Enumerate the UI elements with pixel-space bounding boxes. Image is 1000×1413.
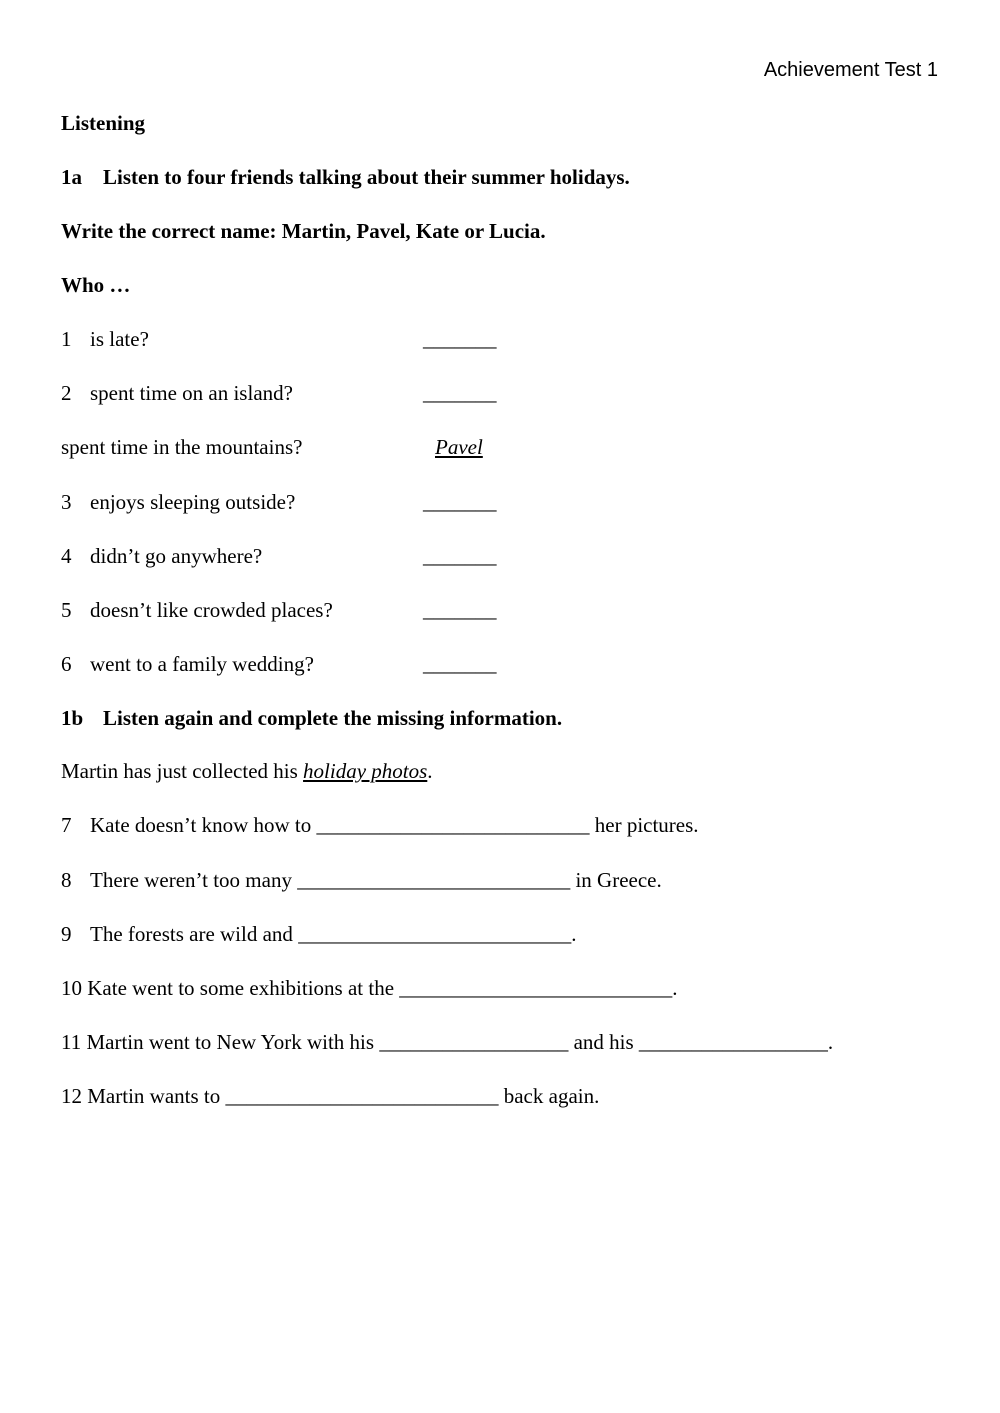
question-text: went to a family wedding?	[90, 652, 314, 676]
sentence-after: back again.	[498, 1084, 600, 1108]
question-number: 3	[61, 490, 72, 514]
sentence-9	[61, 921, 576, 947]
answer-blank[interactable]: __________________________	[225, 1084, 499, 1108]
instruction-1a-2: Write the correct name: Martin, Pavel, Kate or Lucia.	[61, 219, 546, 243]
example-before: Martin has just collected his	[61, 759, 304, 783]
question-text: doesn’t like crowded places?	[90, 598, 333, 622]
sentence-number: 8	[61, 868, 72, 892]
question-number: 1	[61, 327, 72, 351]
sentence-after: .	[672, 976, 678, 1000]
sentence-7	[61, 812, 699, 838]
answer-blank[interactable]: __________________________	[316, 813, 590, 837]
instruction-1a-text: Listen to four friends talking about their summer holidays.	[103, 165, 630, 189]
instruction-1a-number: 1a	[61, 165, 82, 189]
sentence-after: in Greece.	[570, 868, 662, 892]
answer-blank[interactable]: __________________________	[399, 976, 673, 1000]
answer-blank[interactable]: __________________	[379, 1030, 569, 1054]
question-number: 2	[61, 381, 72, 405]
answer-blank[interactable]: __________________________	[298, 922, 572, 946]
answer-blank-1[interactable]: _______	[423, 327, 497, 351]
question-3	[61, 489, 295, 515]
question-4	[61, 543, 262, 569]
sentence-after: .	[571, 922, 577, 946]
sentence-after: .	[827, 1030, 834, 1054]
section-title: Listening	[61, 111, 146, 135]
who-label: Who …	[61, 273, 131, 297]
sentence-before: Martin went to New York with his	[86, 1030, 380, 1054]
question-5	[61, 597, 333, 623]
example-after: .	[427, 759, 433, 783]
question-2	[61, 380, 293, 406]
instruction-1b-number: 1b	[61, 706, 84, 730]
sentence-number: 12	[61, 1084, 82, 1108]
example-question: spent time in the mountains?	[61, 435, 303, 459]
example-answer: Pavel	[435, 435, 483, 459]
sentence-middle: and his	[568, 1030, 639, 1054]
instruction-1b	[61, 705, 562, 731]
answer-blank-2[interactable]: _______	[423, 381, 497, 405]
sentence-before: The forests are wild and	[90, 922, 299, 946]
question-text: didn’t go anywhere?	[90, 544, 263, 568]
sentence-number: 10	[61, 976, 82, 1000]
question-text: is late?	[90, 327, 149, 351]
test-title: Achievement Test 1	[763, 59, 938, 81]
answer-blank-3[interactable]: _______	[423, 490, 497, 514]
sentence-number: 11	[61, 1030, 82, 1054]
sentence-11	[61, 1029, 833, 1055]
answer-blank-5[interactable]: _______	[423, 598, 497, 622]
answer-blank-6[interactable]: _______	[423, 652, 497, 676]
sentence-8	[61, 867, 662, 893]
sentence-after: her pictures.	[589, 813, 699, 837]
instruction-1b-text: Listen again and complete the missing information.	[103, 706, 563, 730]
sentence-number: 7	[61, 813, 72, 837]
sentence-before: Martin wants to	[87, 1084, 226, 1108]
question-text: spent time on an island?	[90, 381, 293, 405]
answer-blank-2[interactable]: __________________	[638, 1030, 828, 1054]
sentence-before: Kate went to some exhibitions at the	[87, 976, 400, 1000]
question-number: 5	[61, 598, 72, 622]
instruction-1a	[61, 164, 630, 190]
question-1	[61, 326, 149, 352]
example-sentence	[61, 758, 433, 784]
question-number: 4	[61, 544, 72, 568]
sentence-10	[61, 975, 678, 1001]
question-text: enjoys sleeping outside?	[90, 490, 296, 514]
question-6	[61, 651, 314, 677]
example-answer: holiday photos	[303, 759, 428, 783]
answer-blank[interactable]: __________________________	[297, 868, 571, 892]
question-number: 6	[61, 652, 72, 676]
sentence-before: Kate doesn’t know how to	[90, 813, 317, 837]
sentence-12	[61, 1083, 599, 1109]
sentence-number: 9	[61, 922, 72, 946]
answer-blank-4[interactable]: _______	[423, 544, 497, 568]
sentence-before: There weren’t too many	[90, 868, 298, 892]
